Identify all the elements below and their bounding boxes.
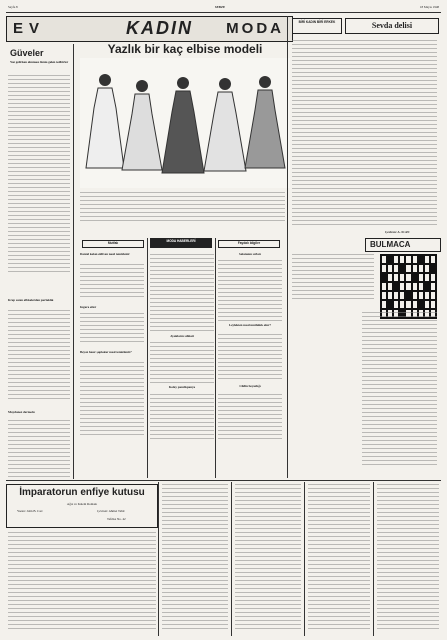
ayak-title: Ayakların sıhhati (170, 334, 194, 338)
col1-text-2 (80, 313, 144, 345)
ingara-title: Ingara etler (80, 305, 97, 309)
col3-text-2 (218, 334, 282, 382)
col2-text-2 (150, 342, 214, 386)
bulmaca-clues (362, 312, 437, 468)
paper-name: SEBZE (214, 5, 226, 9)
banner-mid: KADIN (126, 18, 193, 38)
author: Çeviren: A. ICAN (385, 230, 410, 234)
banner-left: EV (13, 20, 46, 37)
col2-text (150, 254, 214, 334)
krep-title: Krep saten elbiselerden parlaklık (8, 298, 54, 302)
mutfak-header: Mutfak (82, 240, 144, 248)
col3-text (218, 260, 282, 324)
left-text-3 (8, 420, 70, 480)
guveler-title: Güveler (10, 48, 44, 58)
page-number: Sayfa 8 (8, 5, 18, 9)
serial-box (6, 484, 158, 528)
col1-text (80, 264, 144, 300)
serial-number: Tefrika No. 42 (107, 517, 126, 521)
serial-title: İmparatorun enfiye kutusu (19, 487, 145, 498)
beyaz-title: Beyaz hasır şapkalar nasıl temizlenir? (80, 350, 132, 354)
bottom-col4 (308, 484, 370, 632)
bottom-col2 (162, 484, 228, 632)
faydali-header: Faydalı bilgiler (218, 240, 280, 248)
serial-author: Yazan: John B. Carr (17, 509, 43, 513)
bottom-col1 (8, 532, 156, 632)
left-text-2 (8, 310, 70, 402)
top-box: BİRİ KADIN BİRİ ERKEK (292, 18, 342, 34)
col2-text-3 (150, 394, 214, 442)
banner-right: MODA (226, 20, 284, 37)
bottom-col5 (377, 484, 439, 632)
fashion-illustration (80, 58, 290, 188)
kadin-banner (6, 16, 293, 42)
bottom-col3 (235, 484, 301, 632)
col1-text-3 (80, 362, 144, 438)
bulmaca-title: BULMACA (365, 238, 441, 252)
issue-date: 18 Mayıs 1948 (419, 5, 439, 9)
salatalik-title: Salatanın sırları (238, 252, 262, 256)
col3-text-3 (218, 394, 282, 442)
bulmaca-clues-side (292, 254, 374, 302)
dantel-title: Dantel kolan eldiven nasıl temizlenir (80, 252, 130, 256)
right-text-1 (292, 40, 437, 228)
moda-haberleri-header: MODA HABERLERİ (150, 238, 212, 248)
kulay-title: Kolay pandispanya (168, 385, 196, 389)
guveler-subtitle: Yaz gelirken alınması lâzım gelen tedbirler (10, 60, 69, 64)
left-text-1 (8, 75, 70, 275)
serial-sub1: Ağız ve Kalem Romanı (66, 502, 98, 506)
leylek-title: Leylekten nasıl mutluluk olur? (228, 323, 272, 327)
serial-translator: Çeviren: Ahmet Tahir (97, 509, 125, 513)
crossword-grid (380, 254, 437, 319)
feature-title: Yazlık bir kaç elbise modeli (107, 42, 263, 56)
maydanoz-title: Maydanoz dermolu (8, 410, 35, 414)
feature-caption (80, 192, 285, 224)
sevda-title: Sevda delisi (345, 18, 439, 34)
cildin-title: Cildin beyazlığı (239, 384, 261, 388)
